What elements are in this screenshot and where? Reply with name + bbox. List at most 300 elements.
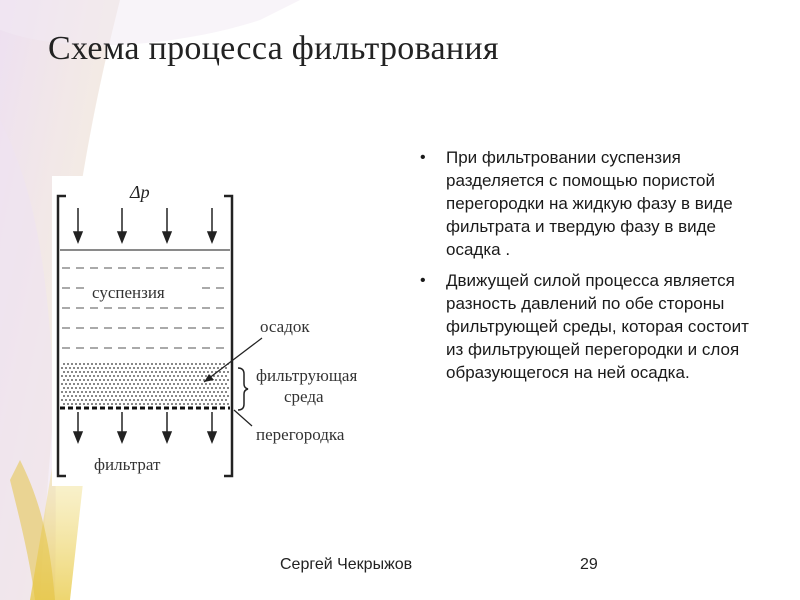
sediment-dot [83, 371, 85, 373]
sediment-dot [225, 391, 227, 393]
sediment-dot [79, 363, 81, 365]
sediment-dot [179, 403, 181, 405]
sediment-dot [131, 387, 133, 389]
sediment-dot [219, 371, 221, 373]
sediment-dot [215, 387, 217, 389]
sediment-dot [139, 363, 141, 365]
sediment-dot [207, 387, 209, 389]
sediment-dot [117, 367, 119, 369]
sediment-dot [161, 375, 163, 377]
sediment-dot [153, 375, 155, 377]
sediment-dot [99, 363, 101, 365]
sediment-dot [137, 383, 139, 385]
sediment-dot [63, 371, 65, 373]
sediment-dot [109, 399, 111, 401]
sediment-dot [131, 379, 133, 381]
sediment-dot [153, 383, 155, 385]
sediment-dot [193, 375, 195, 377]
sediment-dot [101, 375, 103, 377]
sediment-dot [219, 403, 221, 405]
sediment-dot [61, 399, 63, 401]
sediment-dot [153, 367, 155, 369]
sediment-dot [171, 379, 173, 381]
sediment-dot [149, 391, 151, 393]
sediment-dot [215, 379, 217, 381]
sediment-dot [187, 403, 189, 405]
sediment-dot [95, 395, 97, 397]
sediment-dot [101, 367, 103, 369]
sediment-dot [107, 363, 109, 365]
sediment-dot [203, 403, 205, 405]
sediment-dot [65, 391, 67, 393]
sediment-dot [205, 399, 207, 401]
sediment-dot [131, 371, 133, 373]
sediment-dot [99, 387, 101, 389]
sediment-dot [217, 399, 219, 401]
sediment-dot [77, 399, 79, 401]
sediment-dot [127, 379, 129, 381]
sediment-dot [171, 371, 173, 373]
sediment-dot [97, 399, 99, 401]
sediment-dot [149, 375, 151, 377]
sediment-dot [219, 363, 221, 365]
footer-author: Сергей Чекрыжов [280, 556, 413, 573]
sediment-dot [185, 375, 187, 377]
sediment-dot [173, 391, 175, 393]
sediment-dot [189, 383, 191, 385]
sediment-dot [67, 379, 69, 381]
sediment-dot [119, 379, 121, 381]
sediment-dot [225, 375, 227, 377]
sediment-dot [223, 387, 225, 389]
sediment-dot [195, 363, 197, 365]
sediment-dot [133, 375, 135, 377]
sediment-dot [89, 367, 91, 369]
sediment-dot [217, 375, 219, 377]
sediment-dot [75, 387, 77, 389]
sediment-dot [107, 387, 109, 389]
sediment-dot [73, 399, 75, 401]
sediment-dot [127, 363, 129, 365]
sediment-dot [187, 395, 189, 397]
sediment-dot [183, 387, 185, 389]
sediment-dot [155, 403, 157, 405]
sediment-dot [93, 383, 95, 385]
sediment-dot [83, 395, 85, 397]
sediment-dot [105, 383, 107, 385]
sediment-dot [149, 383, 151, 385]
bullet-text: При фильтровании суспензия разделяется с помощью пористой перегородки на жидкую фазу в виде фильтрата и твердую фазу в виде осадка . [446, 148, 733, 259]
sediment-dot [207, 363, 209, 365]
sediment-dot [221, 375, 223, 377]
sediment-dot [223, 395, 225, 397]
sediment-dot [63, 403, 65, 405]
bullet-item [420, 146, 760, 261]
sediment-dot [87, 371, 89, 373]
sediment-dot [165, 391, 167, 393]
sediment-dot [131, 395, 133, 397]
sediment-dot [223, 403, 225, 405]
sediment-dot [83, 379, 85, 381]
sediment-dot [187, 379, 189, 381]
sediment-dot [107, 371, 109, 373]
sediment-dot [157, 399, 159, 401]
sediment-dot [185, 367, 187, 369]
sediment-dot [85, 399, 87, 401]
sediment-dot [69, 399, 71, 401]
sediment-dot [71, 403, 73, 405]
sediment-dot [137, 375, 139, 377]
sediment-dot [175, 363, 177, 365]
sediment-dot [87, 387, 89, 389]
sediment-dot [77, 391, 79, 393]
sediment-dot [195, 371, 197, 373]
sediment-dot [213, 399, 215, 401]
sediment-dot [193, 399, 195, 401]
sediment-dot [213, 367, 215, 369]
sediment-dot [109, 383, 111, 385]
sediment-dot [79, 403, 81, 405]
sediment-dot [209, 367, 211, 369]
sediment-dot [179, 371, 181, 373]
sediment-dot [109, 375, 111, 377]
sediment-dot [165, 399, 167, 401]
sediment-dot [173, 367, 175, 369]
sediment-dot [95, 379, 97, 381]
sediment-dot [175, 371, 177, 373]
sediment-dot [139, 395, 141, 397]
sediment-dot [91, 403, 93, 405]
partition-label: перегородка [256, 425, 345, 444]
sediment-dot [115, 371, 117, 373]
sediment-dot [207, 395, 209, 397]
sediment-dot [113, 375, 115, 377]
sediment-dot [119, 403, 121, 405]
sediment-dot [103, 371, 105, 373]
sediment-dot [167, 387, 169, 389]
sediment-dot [79, 395, 81, 397]
sediment-dot [193, 383, 195, 385]
sediment-dot [193, 367, 195, 369]
sediment-dot [147, 379, 149, 381]
sediment-dot [187, 363, 189, 365]
sediment-dot [211, 403, 213, 405]
sediment-dot [137, 367, 139, 369]
sediment-dot [61, 367, 63, 369]
sediment-dot [163, 379, 165, 381]
sediment-dot [111, 395, 113, 397]
sediment-dot [197, 367, 199, 369]
filter-medium-label-line1: фильтрующая [256, 366, 358, 385]
sediment-dot [145, 367, 147, 369]
sediment-dot [157, 383, 159, 385]
bullet-marker: • [420, 272, 426, 289]
sediment-dot [169, 399, 171, 401]
sediment-dot [121, 383, 123, 385]
sediment-dot [227, 379, 229, 381]
sediment-dot [181, 367, 183, 369]
sediment-dot [159, 395, 161, 397]
sediment-dot [67, 395, 69, 397]
sediment-dot [151, 387, 153, 389]
sediment-dot [83, 363, 85, 365]
sediment-dot [203, 379, 205, 381]
sediment-dot [159, 363, 161, 365]
sediment-dot [93, 375, 95, 377]
sediment-dot [181, 399, 183, 401]
sediment-dot [143, 403, 145, 405]
sediment-dot [69, 367, 71, 369]
sediment-dot [117, 375, 119, 377]
sediment-dot [111, 371, 113, 373]
sediment-dot [103, 395, 105, 397]
sediment-dot [107, 403, 109, 405]
sediment-dot [177, 367, 179, 369]
sediment-dot [79, 379, 81, 381]
sediment-dot [203, 387, 205, 389]
sediment-dot [133, 383, 135, 385]
sediment-dot [203, 395, 205, 397]
sediment-dot [97, 367, 99, 369]
sediment-dot [211, 395, 213, 397]
sediment-dot [113, 399, 115, 401]
sediment-dot [147, 363, 149, 365]
sediment-dot [87, 403, 89, 405]
sediment-dot [125, 383, 127, 385]
sediment-dot [123, 395, 125, 397]
sediment-dot [207, 371, 209, 373]
sediment-dot [227, 403, 229, 405]
sediment-dot [89, 391, 91, 393]
sediment-dot [205, 375, 207, 377]
page-number: 29 [580, 556, 598, 573]
sediment-dot [103, 379, 105, 381]
sediment-dot [91, 363, 93, 365]
sediment-dot [151, 395, 153, 397]
sediment-dot [163, 403, 165, 405]
sediment-dot [145, 383, 147, 385]
sediment-dot [195, 379, 197, 381]
sediment-dot [73, 367, 75, 369]
sediment-dot [157, 375, 159, 377]
sediment-dot [155, 363, 157, 365]
sediment-dot [97, 383, 99, 385]
sediment-dot [171, 395, 173, 397]
sediment-dot [147, 371, 149, 373]
sediment-dot [217, 383, 219, 385]
sediment-dot [91, 395, 93, 397]
sediment-dot [115, 363, 117, 365]
sediment-dot [123, 363, 125, 365]
sediment-dot [219, 387, 221, 389]
sediment-dot [115, 379, 117, 381]
sediment-dot [183, 363, 185, 365]
sediment-dot [147, 403, 149, 405]
sediment-dot [73, 391, 75, 393]
filter-medium-brace [238, 368, 248, 410]
sediment-dot [129, 367, 131, 369]
sediment-dot [119, 395, 121, 397]
sediment-dot [63, 387, 65, 389]
sediment-dot [125, 367, 127, 369]
sediment-dot [223, 379, 225, 381]
sediment-dot [217, 367, 219, 369]
sediment-dot [151, 403, 153, 405]
sediment-dot [213, 383, 215, 385]
sediment-dot [163, 387, 165, 389]
sediment-dot [199, 371, 201, 373]
sediment-dot [227, 387, 229, 389]
sediment-dot [123, 371, 125, 373]
sediment-dot [185, 391, 187, 393]
sediment-dot [103, 363, 105, 365]
sediment-dot [107, 379, 109, 381]
sediment-dot [215, 363, 217, 365]
sediment-dot [131, 403, 133, 405]
sediment-dot [83, 387, 85, 389]
sediment-dot [109, 391, 111, 393]
sediment-dot [169, 383, 171, 385]
sediment-dot [135, 363, 137, 365]
sediment-dot [65, 375, 67, 377]
filtration-diagram [52, 176, 392, 486]
sediment-dot [159, 379, 161, 381]
sediment-dot [143, 395, 145, 397]
sediment-dot [151, 371, 153, 373]
sediment-dot [89, 375, 91, 377]
sediment-dot [95, 363, 97, 365]
sediment-dot [75, 403, 77, 405]
sediment-dot [191, 403, 193, 405]
sediment-dot [155, 371, 157, 373]
sediment-dot [87, 363, 89, 365]
sediment-dot [197, 391, 199, 393]
sediment-dot [77, 367, 79, 369]
sediment-dot [119, 363, 121, 365]
sediment-dot [69, 391, 71, 393]
sediment-dot [121, 375, 123, 377]
sediment-dot [85, 383, 87, 385]
sediment-dot [91, 387, 93, 389]
sediment-dot [121, 367, 123, 369]
sediment-dot [135, 379, 137, 381]
sediment-dot [61, 375, 63, 377]
sediment-dot [139, 379, 141, 381]
sediment-dot [137, 399, 139, 401]
sediment-dot [79, 371, 81, 373]
sediment-dot [123, 387, 125, 389]
sediment-dot [87, 379, 89, 381]
sediment-dot [225, 399, 227, 401]
sediment-dot [165, 375, 167, 377]
sediment-dot [135, 395, 137, 397]
sediment-dot [71, 379, 73, 381]
sediment-dot [141, 391, 143, 393]
sediment-dot [159, 403, 161, 405]
filter-medium-label-line2: среда [284, 387, 324, 406]
sediment-dot [169, 375, 171, 377]
sediment-dot [93, 399, 95, 401]
sediment-dot [67, 403, 69, 405]
sediment-dot [181, 383, 183, 385]
sediment-dot [83, 403, 85, 405]
sediment-dot [139, 371, 141, 373]
sediment-dot [137, 391, 139, 393]
sediment-dot [99, 371, 101, 373]
sediment-dot [167, 363, 169, 365]
sediment-dot [175, 395, 177, 397]
sediment-dot [177, 375, 179, 377]
sediment-dot [91, 379, 93, 381]
bullet-text: Движущей силой процесса является разность давлений по обе стороны фильтрующей среды, которая состоит из фильтрующей перегородки и слоя образующегося на ней осадка. [446, 271, 749, 382]
sediment-dot [117, 383, 119, 385]
sediment-dot [91, 371, 93, 373]
sediment-dot [153, 399, 155, 401]
sediment-dot [141, 399, 143, 401]
sediment-dot [185, 383, 187, 385]
sediment-dot [145, 391, 147, 393]
sediment-dot [205, 391, 207, 393]
sediment-dot [111, 403, 113, 405]
sediment-dot [209, 383, 211, 385]
sediment-dot [173, 375, 175, 377]
sediment-dot [181, 391, 183, 393]
sediment-dot [115, 403, 117, 405]
sediment-dot [171, 387, 173, 389]
sediment-dot [63, 363, 65, 365]
sediment-dot [167, 379, 169, 381]
sediment-dot [133, 367, 135, 369]
bullet-item [420, 269, 760, 384]
sediment-dot [199, 379, 201, 381]
sediment-dot [65, 367, 67, 369]
sediment-dot [81, 391, 83, 393]
sediment-dot [133, 391, 135, 393]
sediment-dot [71, 395, 73, 397]
sediment-dot [199, 395, 201, 397]
sediment-dot [209, 399, 211, 401]
sediment-dot [129, 399, 131, 401]
sediment-dot [127, 387, 129, 389]
sediment-dot [189, 367, 191, 369]
sediment-dot [203, 371, 205, 373]
sediment-dot [85, 367, 87, 369]
sediment-dot [175, 387, 177, 389]
sediment-dot [75, 379, 77, 381]
sediment-dot [221, 391, 223, 393]
sediment-dot [125, 391, 127, 393]
sediment-dot [73, 375, 75, 377]
sediment-dot [155, 395, 157, 397]
bullet-list [420, 146, 760, 392]
sediment-dot [121, 399, 123, 401]
sediment-dot [63, 379, 65, 381]
sediment-dot [175, 403, 177, 405]
sediment-dot [191, 371, 193, 373]
sediment-dot [105, 399, 107, 401]
sediment-dot [67, 363, 69, 365]
sediment-dot [171, 403, 173, 405]
sediment-dot [141, 383, 143, 385]
sediment-dot [129, 375, 131, 377]
sediment-dot [151, 379, 153, 381]
sediment-dot [135, 371, 137, 373]
sediment-dot [95, 371, 97, 373]
sediment-dot [127, 395, 129, 397]
sediment-dot [193, 391, 195, 393]
sediment-dot [77, 383, 79, 385]
sediment-dot [81, 383, 83, 385]
